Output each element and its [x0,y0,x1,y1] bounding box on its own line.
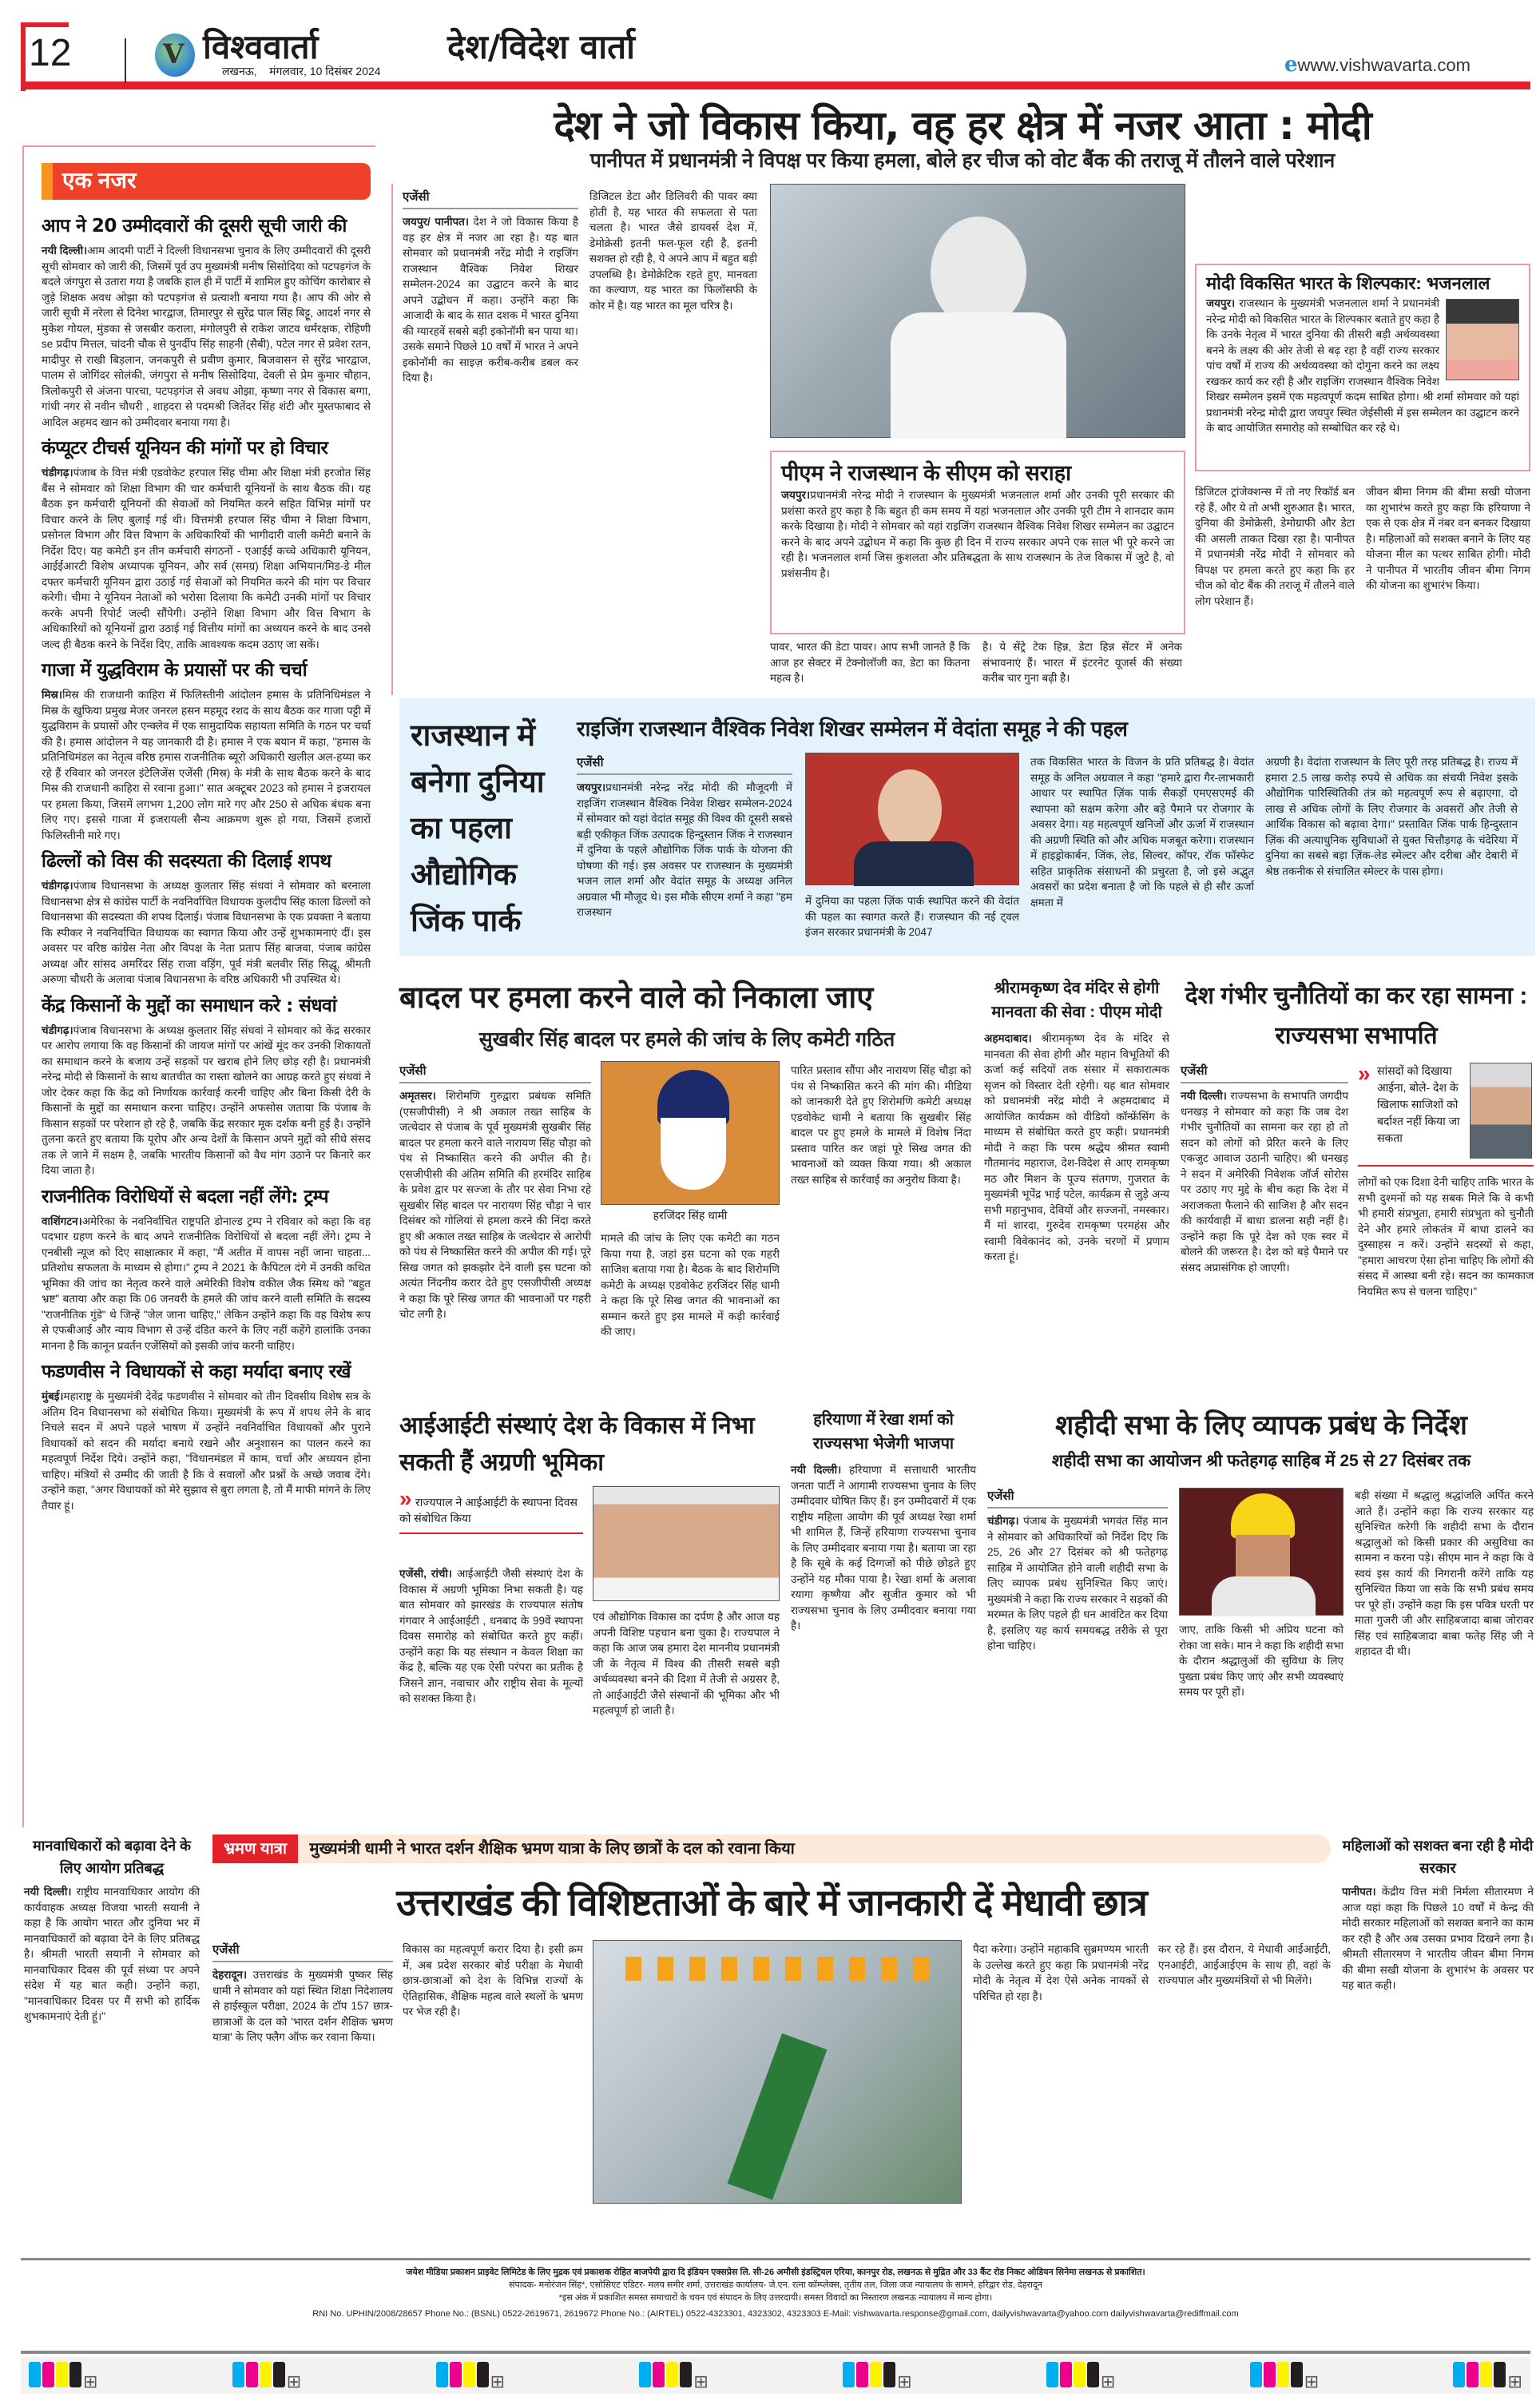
ek-nazar-body: चंडीगढ़।पंजाब के वित्त मंत्री एडवोकेट हरपाल सिंह चीमा और शिक्षा मंत्री हरजोत सिंह बैंस ने सोमवार को शिक्षा विभाग की चार कर्मचारी यूनियनों के साथ बैठक की। यह बैठक इन कर्मचारी यूनियनों की सेवाओं को नियमित करने सहित विभिन्न मांगों पर विचार करने के लिए बुलाई गई थी। वित्तमंत्री हरपाल सिंह चीमा ने शिक्षा विभाग, प्रसोनल विभाग और वित्त विभाग के अधिकारियों की भागीदारी वाली कमेटी बनाने के निर्देश दिए। यह कमेटी इन तीन कर्मचारी संगठनों - एआईई कच्चे अधिकारी यूनियन, आईईआरटी विशेष अध्यापक यूनियन, और सर्व (समग्र) शिक्षा अभियान/मिड-डे मील दफ्तर कर्मचारी यूनियन द्वारा उठाई गई सेवाओं को नियमित करने की मांग पर विचार करेगी। चीमा ने यूनियन नेताओं को भरोसा दिलाया कि कमेटी उनकी मांगों पर विचार करके अपनी रिपोर्ट जल्दी सौंपेगी। उन्होंने शिक्षा विभाग और वित्त विभाग के अधिकारियों को यूनियनों द्वारा उठाई गई वित्तीय मांगों का अध्ययन करने के बाद उनसे जल्द ही बैठक करने के निर्देश दिए, ताकि आवश्यक कदम उठाए जा सकें। [42,467,371,650]
dhankhar-photo [1470,1063,1532,1159]
color-registration-mark [1250,2362,1319,2389]
iit-col-2: एवं औद्योगिक विकास का दर्पण है और आज यह अपनी विशिष्ट पहचान बना चुका है। राज्यपाल ने कहा कि आज जब हमारा देश माननीय प्रधानमंत्री जी के नेतृत्व में विश्व की तीसरी सबसे बड़ी अर्थव्यवस्था बनने की दिशा में तेजी से अग्रसर है, तो आईआईटी जैसे संस्थानों की भूमिका और भी महत्वपूर्ण हो जाती है। [593,1611,780,1716]
ek-nazar-headline: राजनीतिक विरोधियों से बदला नहीं लेंगे: ट्रम्प [42,1186,329,1207]
lead-col-4-end: है। ये सेंट्रे टेक हिन्न, डेटा हिन्न सेंटर में अनेक संभावनाएं हैं। भारत में इंटरनेट यूजर्स की संख्या करीब चार गुना बढ़ी है। [982,641,1182,684]
zinc-headline: राइजिंग राजस्थान वैश्विक निवेश शिखर सम्मेलन में वेदांता समूह ने की पहल [577,717,1128,741]
zinc-col-4: अग्रणी है। वेदांता राजस्थान के लिए पूरी तरह प्रतिबद्ध है। राज्य में हमारा 2.5 लाख करोड़ रुपये से अधिक का संचयी निवेश इसके औद्योगिक पारिस्थितिकी तंत्र को महत्वपूर्ण रूप से बढ़ाएगा, दो लाख से अधिक लोगों के लिए रोजगार के अवसरों और तेजी से आर्थिक विकास को बढ़ावा देगा।" प्रस्तावित जिंक पार्क हिन्दुस्तान ज़िंक की अत्याधुनिक सुविधाओं से युक्त चित्तौड़गढ़ के चंदेरिया में दुनिया का सबसे बड़ा ज़िंक-लेड स्मेल्टर और दरीबा और देबारी में श्रेष्ठ तकनीक से संचालित स्मेल्टर के पास होगा। [1265,756,1518,877]
color-registration-mark [843,2362,911,2389]
crosshair-icon: ⊞ [83,2371,98,2391]
date: मंगलवार, 10 दिसंबर 2024 [269,65,381,78]
badal-col-2: मामले की जांच के लिए एक कमेटी का गठन किया गया है, जहां इस घटना को एक गहरी साजिश बताया गया है। बैठक के बाद शिरोमणि कमेटी के अध्यक्ष एडवोकेट हरजिंदर सिंह धामी ने कहा कि पूरे सिख जगत की भावनाओं का सम्मान करते हुए इस मामले में कड़ी कार्रवाई की जाए। [601,1232,780,1338]
pm-praises-box: पीएम ने राजस्थान के सीएम को सराहा जयपुर।प्रधानमंत्री नरेन्द्र मोदी ने राजस्थान के मुख्यमंत्री भजनलाल शर्मा और उनकी पूरी सरकार की प्रशंसा करते हुए कहा है कि बहुत ही कम समय में यहां भजनलाल और उनकी पूरी टीम ने शानदार काम करके दिखाया है। मोदी ने सोमवार को यहां राइजिंग राजस्थान वैश्विक निवेश शिखर सम्मेलन का उद्घाटन करने के बाद अपने उद्बोधन में कहा कि कुछ ही दिन में राज्य सरकार अपने एक साल भी पूरे करने जा रही है। भजनलाल शर्मा जिस कुशलता और प्रतिबद्धता के साथ राजस्थान के तेज विकास में जुटे है, वो प्रशंसनीय है। [770,451,1185,634]
iit-col-1: एजेंसी, रांची। आईआईटी जैसी संस्थाएं देश के विकास में अग्रणी भूमिका निभा सकती है। यह बात सोमवार को झारखंड के राज्यपाल संतोष गंगवार ने आईआईटी , धनबाद के 99वें स्थापना दिवस समारोह को संबोधित करते हुए कहीं। उन्होंने कहा कि यह संस्थान न केवल शिक्षा का केंद्र है, बल्कि यह एक ऐसी परंपरा का प्रतीक है जिसने ज्ञान, नवाचार और राष्ट्रीय सेवा के मूल्यों को सशक्त किया है। [399,1568,583,1704]
bhajanlal-box: मोदी विकसित भारत के शिल्पकार: भजनलाल जयपुर। राजस्थान के मुख्यमंत्री भजनलाल शर्मा ने प्रधानमंत्री नरेन्द्र मोदी को विकसित भारत के शिल्पकार बताते हुए कहा है कि उनके नेतृत्व में भारत दुनिया की तीसरी बड़ी अर्थव्यवस्था बनने के लक्ष्य की ओर तेजी से बढ़ रहा है वहीं राज्य सरकार पांच वर्षों में राज्य की अर्थव्यवस्था को दोगुना करने का लक्ष्य रखकर कार्य कर रही है और राइजिंग राजस्थान वैश्विक निवेश शिखर सम्मेलन इसमें एक महत्वपूर्ण कदम साबित होगा। श्री शर्मा सोमवार को यहां प्रधानमंत्री नरेन्द्र मोदी द्वारा जयपुर स्थित जेईसीसी में इस सम्मेलन का उद्घाटन करने के बाद आयोजित समारोह को सम्बोधित कर रहे थे। [1195,264,1530,471]
dhami-photo-caption: हरजिंदर सिंह धामी [653,1209,728,1222]
ek-nazar-label: एक नजर [62,168,137,193]
bhraman-col-3: पैदा करेगा। उन्होंने महाकवि सुब्रमण्यम भारती के उल्लेख करते हुए कहा कि प्रधानमंत्री नरेंद्र मोदी के नेतृत्व में देश ऐसे अनेक नायकों से परिचित हो रहा है। [973,1943,1149,2002]
ek-nazar-headline: आप ने 20 उम्मीदवारों की दूसरी सूची जारी की [42,216,347,237]
bhraman-headline: उत्तराखंड की विशिष्टताओं के बारे में जानकारी दें मेधावी छात्र [396,1882,1147,1923]
ramakrishna-body: अहमदाबाद। श्रीरामकृष्ण देव के मंदिर से मानवता की सेवा होगी और महान विभूतियों की ऊर्जा कई सदियों तक संसार में सकारात्मक सृजन को विस्तार देती रहेगी। यह बात सोमवार को प्रधानमंत्री नरेंद्र मोदी ने अहमदाबाद में आयोजित कार्यक्रम को वीडियो कॉन्फ्रेंसिंग के माध्यम से संबोधित करते हुए कही। प्रधानमंत्री मोदी ने कहा कि परम श्रद्धेय श्रीमत स्वामी गौतमानंद महाराज, देश-विदेश से आए रामकृष्ण मठ और मिशन के पूज्य संतगण, गुजरात के मुख्यमंत्री भूपेंद्र भाई पटेल, कार्यक्रम से जुड़े अन्य सभी महानुभाव, देवियों और सज्जनों, नमस्कार। मैं मां शारदा, गुरुदेव रामकृष्ण परमहंस और स्वामी विवेकानंद को, उनके चरणों में प्रणाम करता हूं। [984,1032,1169,1262]
ek-nazar-body: मिस्र।मिस्र की राजधानी काहिरा में फिलिस्तीनी आंदोलन हमास के प्रतिनिधिमंडल ने मिस्र के खुफिया प्रमुख मेजर जनरल हसन महमूद रशद के साथ बैठक कर गाजा पट्टी में युद्धविराम के प्रयासों और एन्क्लेव में एक सामुदायिक सहायता समिति के गठन पर चर्चा की है। हमास आंदोलन ने यह जानकारी दी है। हमास ने एक बयान में कहा, "हमास के प्रतिनिधिमंडल का नेतृत्व वरिष्ठ हमास राजनीतिक ब्यूरो अधिकारी खलील अल-हय्या कर रहे हैं रविवार को जनरल इंटेलिजेंस एजेंसी (मिस्र) के मंत्री के साथ बैठक करने के बाद मिस्र की राजधानी काहिरा से रवाना हुआ।" सात अक्टूबर 2023 को हमास ने इजरायल पर हमला किया, जिसमें लगभग 1,200 लोग मारे गए और 250 से अधिक बंधक बना लिए गए। इससे गाजा में इजरायली सैन्य आक्रमण शुरू हो गया, जिसमें हजारों फिलिस्तीनी मारे गए। [42,689,371,841]
women-story: महिलाओं को सशक्त बना रही है मोदी सरकार पानीपत। केंद्रीय वित्त मंत्री निर्मला सीतारमण ने आज यहां कहा कि पिछले 10 वर्षों में केन्द्र की मोदी सरकार महिलाओं को सशक्त बनाने का काम कर रही है और अब उसका प्रभाव दिखने लगा है। श्रीमती सीतारमण ने भारतीय जीवन बीमा निगम की बीमा सखी योजना के शुभारंभ के अवसर पर यह बात कही। [1342,1835,1534,1994]
dateline: जयपुर/ पानीपत। [403,216,469,228]
ek-nazar-body: नयी दिल्ली।आम आदमी पार्टी ने दिल्ली विधानसभा चुनाव के लिए उम्मीदवारों की दूसरी सूची सोमवार को जारी की, जिसमें पूर्व उप मुख्यमंत्री मनीष सिसोदिया को पटपड़गंज के बदले जंगपुरा से उतारा गया है जबकि हाल ही में पार्टी में शामिल हुए कोचिंग कारोबार से जुड़े शिक्षक अवध ओझा को पटपड़गंज से प्रत्याशी बनाया गया है। आप की ओर से जारी सूची में नरेला से दिनेश भारद्वाज, तिमारपुर से सुरेंद्र पाल सिंह बिट्टू, आदर्श नगर से मुकेश गोयल, मुंडका से जसबीर कराला, मंगोलपुरी से राकेश जाटव धर्मरक्षक, रोहिणी se प्रदीप मित्तल, चांदनी चौक से पुनर्दीप सिंह साहनी (सैबी), पटेल नगर से प्रवेश रतन, मादीपुर से राखी बिड़लान, जनकपुरी से प्रवीण कुमार, बिजवासन से सुरेंद्र भारद्वाज, पालम से जोगिंदर सोलंकी, जंगपुरा से मनीष सिसोदिया, देवली से प्रेम कुमार चौहान, त्रिलोकपुरी से अंजना पारचा, पटपड़गंज से अवध ओझा, कृष्णा नगर से विकास बग्गा, गांधी नगर से नवीन चौधरी , शाहदरा से पदमश्री जितेंदर सिंह शंटी और मुस्तफाबाद से आदिल अहमद खान को उम्मीदवार बनाया गया है। [42,244,371,428]
ek-nazar-body: चंडीगढ़।पंजाब विधानसभा के अध्यक्ष कुलतार सिंह संधवां ने सोमवार को केंद्र सरकार पर आरोप लगाया कि वह किसानों की जायज मांगों पर आंखें मूंद कर उनकी शिकायतों का समाधान करने के बजाय उन्हें सड़कों पर खराब होने लिए छोड़ रही है। प्रधानमंत्री नरेन्द्र मोदी से किसानों के साथ बातचीत का रास्ता खोलने का आग्रह करते हुए संधवां ने जोर देकर कहा कि केंद्र को निर्णायक कार्रवाई करनी चाहिए और बिना किसी देरी के किसानों के मुद्दों का समाधान करना चाहिए। उन्होंने अफसोस जताया कि पंजाब के किसान सड़कों पर परेशान हो रहे है, जबकि केंद्र सरकार मूक दर्शक बनी हुई है। उन्होंने तुलना करते हुए बताया कि यूरोप और अन्य देशों के किसान अपने मुद्दों को सीधे संसद तक ले जाने में सक्षम है, जबकि भारतीय किसानों को वैध मांग उठाने पर किनारे कर दिया जाता है। [42,1024,371,1176]
lead-col-3-end: पावर, भारत की डेटा पावर। आप सभी जानते हैं कि आज हर सेक्टर में टेक्नोलॉजी का, डेटा का कितना महत्व है। [770,641,970,684]
ek-nazar-panel [22,145,375,1827]
ramakrishna-headline: श्रीरामकृष्ण देव मंदिर से होगी मानवता की सेवा : पीएम मोदी [991,980,1162,1021]
dhami-flag-off-photo [593,1940,962,2204]
iit-headline: आईआईटी संस्थाएं देश के विकास में निभा सकती हैं अग्रणी भूमिका [399,1413,755,1476]
modi-photo [770,184,1185,438]
ek-nazar-headline: ढिल्लों को विस की सदस्यता की दिलाई शपथ [42,851,331,872]
ek-nazar-headline: गाजा में युद्धविराम के प्रयासों पर की चर्चा [42,660,308,681]
crosshair-icon: ⊞ [286,2371,302,2391]
color-registration-mark [232,2362,301,2389]
bhajanlal-headline: मोदी विकसित भारत के शिल्पकार: भजनलाल [1206,273,1490,293]
badal-subheadline: सुखबीर सिंह बादल पर हमले की जांच के लिए कमेटी गठित [478,1028,895,1051]
double-chevron-icon: » [1358,1061,1371,1086]
pm-praises-headline: पीएम ने राजस्थान के सीएम को सराहा [781,461,1072,485]
double-chevron-icon: » [399,1486,412,1511]
lead-col-1: देश ने जो विकास किया है वह हर क्षेत्र में नजर आ रहा है। यह बात सोमवार को प्रधानमंत्री नरेंद्र मोदी ने राइजिंग राजस्थान वैश्विक निवेश शिखर सम्मेलन-2024 का उद्घाटन करने के बाद अपने उद्बोधन में कहा। उन्होंने कहा कि आजादी के बाद के सात दशक में भारत दुनिया की ग्यारहवें सबसे बड़ी इकोनॉमी बन पाया था। उसके समाने पिछले 10 वर्षों में भारत ने अपने इकोनॉमी का साइज़ करीब-करीब डबल कर दिया है। [403,216,579,384]
page-number: 12 [29,32,72,74]
lead-right-col-2: जीवन बीमा निगम की बीमा सखी योजना का शुभारंभ करते हुए कहा कि हरियाणा ने एक से एक क्षेत्र में नंबर वन बनकर दिखाया है। महिलाओं को सशक्त बनाने के लिए यह योजना मील का पत्थर साबित होगी। मोदी ने पानीपत में भारतीय जीवन बीमा निगम की योजना का शुभारंभ किया। [1366,486,1530,591]
crosshair-icon: ⊞ [1100,2371,1116,2391]
dhami-photo [601,1061,780,1205]
ek-nazar-body: चंडीगढ़।पंजाब विधानसभा के अध्यक्ष कुलतार सिंह संधवां ने सोमवार को बरनाला विधानसभा क्षेत्र से कांग्रेस पार्टी के नवनिर्वाचित विधायक कुलदीप सिंह काला ढिल्लों को विधानसभा की सदस्यता की शपथ दिलाई। पंजाब विधानसभा के एक प्रवक्ता ने बताया कि स्पीकर ने नवनिर्वाचित विधायक का स्वागत किया और उन्हें शुभकामनाएं दीं। इस अवसर पर वरिष्ठ कांग्रेस नेता और विपक्ष के नेता प्रताप सिंह बाजवा, पंजाब कांग्रेस अध्यक्ष और सांसद अमरिंदर सिंह राजा वड़िंग, पूर्व मंत्री बलवीर सिंह सिद्धू, श्रीमती अरुणा चौधरी के अलावा पंजाब विधानसभा के वरिष्ठ अधिकारी भी उपस्थित थे। [42,880,371,985]
color-registration-mark [436,2362,505,2389]
ek-nazar-label-bar [42,163,371,200]
rajyasabha-headline: देश गंभीर चुनौतियों का कर रहा सामना : राज्यसभा सभापति [1185,983,1528,1049]
zinc-col-3: तक विकसित भारत के विजन के प्रति प्रतिबद्ध है। वेदांत समूह के अनिल अग्रवाल ने कहा "हमारे द्वारा गैर-लाभकारी आधार पर स्थापित ज़िंक पार्क सैकड़ों एमएसएमई की स्थापना को सक्षम करेगा और बड़े पैमाने पर रोजगार के अवसर देगा। यह महत्वपूर्ण खनिजों और ऊर्जा में राजस्थान की अग्रणी स्थिति को और अधिक मजबूत करेगा। राजस्थान में हाइड्रोकार्बन, जिंक, लेड, सिल्वर, कॉपर, रॉक फॉस्फेट सहित प्राकृतिक संसाधनों की प्रचुरता है, जो इसे अद्भुत अवसरों का प्रदेश बनाता है जो कि पहले से ही सौर ऊर्जा क्षमता में [1030,756,1254,908]
color-registration-mark [29,2362,97,2389]
ek-nazar-body: मुंबई।महाराष्ट्र के मुख्यमंत्री देवेंद्र फडणवीस ने सोमवार को तीन दिवसीय विशेष सत्र के अंतिम दिन विधानसभा को संबोधित किया। मुख्यमंत्री के रूप में शपथ लेने के बाद निचले सदन में अपने पहले भाषण में उन्होंने नवनिर्वाचित विधायकों और पुराने विधायकों को सदन की मर्यादा बनाये रखने और अनुशासन का पालन करने का महत्वपूर्ण निर्देश दिये। उन्होंने कहा, "विधानमंडल में काम, चर्चा और अध्ययन होना चाहिए। मंत्रियों से उम्मीद की जाती है कि वे सवालों और प्रश्नों के अच्छे जवाब देंगे। उन्होंने कहा, "अगर विधायकों को मेरे सुझाव से बुरा लगता है, तो मैं माफी मांगने के लिए तैयार हूं। [42,1390,371,1512]
lead-col-2: डिजिटल डेटा और डिलिवरी की पावर क्या होती है, यह भारत की सफलता से पता चलता है। भारत जैसे डायवर्स देश में, डेमोक्रेसी इतनी फल-फूल रही है, इतनी सशक्त हो रही है, ये अपने आप में बहुत बड़ी उपलब्धि है। डेमोक्रेटिक रहते हुए, मानवता का कल्याण, यह भारत का फिलॉसफी के कोर में है। यह भारत का मूल चरित्र है। [589,190,757,312]
website[interactable]: ewww.vishwavarta.com [1284,53,1471,77]
masthead-divider [125,38,126,83]
bhajanlal-photo [1446,299,1519,380]
crosshair-icon: ⊞ [693,2371,708,2391]
iit-pull-quote: » राज्यपाल ने आईआईटी के स्थापना दिवस को संबोधित किया [399,1488,583,1534]
registration-marks [21,2357,1530,2394]
crosshair-icon: ⊞ [1507,2371,1522,2391]
crosshair-icon: ⊞ [490,2371,505,2391]
crosshair-icon: ⊞ [1304,2371,1320,2391]
ek-nazar-body: वाशिंगटन।अमेरिका के नवनिर्वाचित राष्ट्रपति डोनाल्ड ट्रम्प ने रविवार को कहा कि वह पदभार ग्रहण करने के बाद अपने राजनीतिक विरोधियों से बदला नहीं लेंगे। ट्रम्प ने एनबीसी न्यूज को दिए साक्षात्कार में कहा, "मैं अतीत में वापस नहीं जाना चाहता... प्रतिशोध सफलता के माध्यम से होगा।" ट्रम्प ने 2021 के कैपिटल दंगे में उनकी कथित भूमिका की जांच का नेतृत्व करने वाले अमेरिकी विशेष वकील जैक स्मिथ को "बहुत भ्रष्ट" बताया और कहा कि 06 जनवरी के हमले की जांच करने वाली समिति के सदस्य "राजनीतिक गुंडे" थे जिन्हें "जेल जाना चाहिए," लेकिन उन्होंने कहा कि वह विशेष रूप से एफबीआई और न्याय विभाग से उन्हें दंडित करने के लिए नहीं कहेंगे हालांकि उनका मानना है कि कानून प्रवर्तन एजेंसियों को इसकी जांच करनी चाहिए। [42,1214,371,1352]
human-rights-headline: मानवाधिकारों को बढ़ावा देने के लिए आयोग प्रतिबद्ध [33,1838,191,1876]
color-registration-mark [1046,2362,1115,2389]
ek-nazar-headline: फडणवीस ने विधायकों से कहा मर्यादा बनाए रखें [42,1361,351,1382]
bhraman-kicker: मुख्यमंत्री धामी ने भारत दर्शन शैक्षिक भ्रमण यात्रा के लिए छात्रों के दल को रवाना किया [309,1840,795,1858]
rekha-headline: हरियाणा में रेखा शर्मा को राज्यसभा भेजेगी भाजपा [812,1411,955,1453]
lead-subheadline: पानीपत में प्रधानमंत्री ने विपक्ष पर किया हमला, बोले हर चीज को वोट बैंक की तराजू में तौलने वाले परेशान [589,149,1336,172]
shaheedi-col-3: बड़ी संख्या में श्रद्धालु श्रद्धांजलि अर्पित करने आते हैं। उन्होंने कहा कि राज्य सरकार यह सुनिश्चित करेगी कि शहीदी सभा के दौरान श्रद्धालुओं को किसी प्रकार की असुविधा का सामना न करना पड़े। सीएम मान ने कहा कि वे स्वयं इस कार्य की निगरानी करेंगे ताकि यह सुनिश्चित किया जा सके कि सभी प्रबंध समय पर पूरे हों। उन्होंने कहा कि इस पवित्र धरती पर माता गुजरी जी और साहिबजादा बाबा जोरावर सिंह एवं साहिबजादा बाबा फतेह सिंह जी ने शहादत दी थी। [1355,1489,1534,1657]
color-registration-mark [639,2362,708,2389]
zinc-col-2: में दुनिया का पहला ज़िंक पार्क स्थापित करने की वेदांत की पहल का स्वागत करते हैं। राजस्थान की नई ट्वल इंजन सरकार प्रधानमंत्री के 2047 [805,895,1019,938]
rekha-body: नयी दिल्ली। हरियाणा में सत्ताधारी भारतीय जनता पार्टी ने आगामी राज्यसभा चुनाव के लिए उम्मीदवार घोषित किए हैं। इन उम्मीदवारों में एक राष्ट्रीय महिला आयोग की पूर्व अध्यक्ष रेखा शर्मा भी शामिल हैं, जिन्हें हरियाणा राज्यसभा चुनाव के लिए उम्मीदवार बनाया गया है। बताया जा रहा है कि सूबे के कई दिग्गजों को पीछे छोड़ते हुए उन्होंने यह मौका पाया है। रेखा शर्मा के अलावा रयागा कृष्णैया और सुजीत कुमार को भी राज्यसभा चुनाव के लिए उम्मीदवार बनाया गया है। [791,1464,976,1632]
footer-contact: RNI No. UPHIN/2008/28657 Phone No.: (BSNL) 0522-2619671, 2619672 Phone No.: (AIRTEL) 0522-4323301, 4323302, 4323303 E-Mail: vishwavarta.response@gmail.com, dailyvishwavarta@yahoo.com dailyvishwavarta@rediffmail.com [312,2309,1239,2319]
footer-rule [21,2258,1530,2260]
section-title: देश/विदेश वार्ता [447,27,635,66]
lead-headline: देश ने जो विकास किया, वह हर क्षेत्र में नजर आता : मोदी [554,102,1371,149]
crosshair-icon: ⊞ [897,2371,912,2391]
gangwar-photo [593,1486,780,1601]
masthead [21,22,1530,91]
zinc-park-section: राजस्थान में बनेगा दुनिया का पहला औद्योगिक जिंक पार्क राइजिंग राजस्थान वैश्विक निवेश शिखर सम्मेलन में वेदांता समूह ने की पहल एजेंसी जयपुर।प्रधानमंत्री नरेन्द्र नरेंद्र मोदी की मौजूदगी में राइजिंग राजस्थान वैश्विक निवेश शिखर सम्मेलन-2024 में सोमवार को यहां वेदांत समूह की विश्व की दूसरी सबसे बड़ी एकीकृत जिंक उत्पादक हिन्दुस्तान जिंक ने राजस्थान में दुनिया के पहले औद्योगिक जिंक पार्क के योजना की घोषणा की गई। इस अवसर पर राजस्थान के मुख्यमंत्री भजन लाल शर्मा और वेदांत समूह के अध्यक्ष अनिल अग्रवाल भी मौजूद थे। इस मौके सीएम शर्मा ने कहा "हम राजस्थान में दुनिया का पहला ज़िंक पार्क स्थापित करने की वेदांत की पहल का स्वागत करते हैं। राजस्थान की नई ट्वल इंजन सरकार प्रधानमंत्री के 2047 तक विकसित भारत के विजन के प्रति प्रतिबद्ध है। वेदांत समूह के अनिल अग्रवाल ने कहा "हमारे द्वारा गैर-लाभकारी आधार पर स्थापित ज़िंक पार्क सैकड़ों एमएसएमई की स्थापना को सक्षम करेगा और बड़े पैमाने पर रोजगार के अवसर देगा। यह महत्वपूर्ण खनिजों और ऊर्जा में राजस्थान की अग्रणी स्थिति को और अधिक मजबूत करेगा। राजस्थान में हाइड्रोकार्बन, जिंक, लेड, सिल्वर, कॉपर, रॉक फॉस्फेट सहित प्राकृतिक संसाधनों की प्रचुरता है, जो इसे अद्भुत अवसरों का प्रदेश बनाता है जो कि पहले से ही सौर ऊर्जा क्षमता में अग्रणी है। वेदांता राजस्थान के लिए पूरी तरह प्रतिबद्ध है। राज्य में हमारा 2.5 लाख करोड़ रुपये से अधिक का संचयी निवेश इसके औद्योगिक पारिस्थितिकी तंत्र को महत्वपूर्ण रूप से बढ़ाएगा, दो लाख से अधिक लोगों के लिए रोजगार के अवसरों और तेजी से आर्थिक विकास को बढ़ावा देगा।" प्रस्तावित जिंक पार्क हिन्दुस्तान ज़िंक की अत्याधुनिक सुविधाओं से युक्त चित्तौड़गढ़ के चंदेरिया में दुनिया का सबसे बड़ा ज़िंक-लेड स्मेल्टर और दरीबा और देबारी में श्रेष्ठ तकनीक से संचालित स्मेल्टर के पास होगा। [399,698,1535,956]
bhagwant-mann-photo [1179,1488,1344,1616]
lead-story-body [391,184,1534,695]
masthead-red-frame-top [21,22,69,27]
human-rights-story: मानवाधिकारों को बढ़ावा देने के लिए आयोग प्रतिबद्ध नयी दिल्ली। राष्ट्रीय मानवाधिकार आयोग की कार्यवाहक अध्यक्ष विजया भारती सयानी ने कहा है कि आयोग भारत और दुनिया भर में मानवाधिकारों को बढ़ावा देने के लिए प्रतिबद्ध है। श्रीमती भारती सयानी ने सोमवार को मानवाधिकार दिवस की पूर्व संध्या पर अपने संदेश में यह बात कही। उन्होंने कहा, "मानवाधिकार दिवस पर मैं सभी को हार्दिक शुभकामनाएं देती हूं।" [24,1835,200,2025]
masthead-red-rule [21,81,1530,89]
footer-bottom-rule [21,2351,1530,2354]
masthead-dateline [222,64,381,79]
badal-col-3: पारित प्रस्ताव सौंपा और नारायण सिंह चौड़ा को पंथ से निष्कासित करने की मांग की। मीडिया को जानकारी देते हुए शिरोमणि कमेटी अध्यक्ष एडवोकेट धामी ने बताया कि सुखबीर सिंह बादल पर हुए हमले के मामले में विशेष निंदा प्रस्ताव पारित कर जहां पूरे सिख जगत की भावनाओं को व्यक्त किया गया। श्री अकाल तख्त साहिब से कार्रवाई का अनुरोध किया है। [791,1064,971,1186]
shaheedi-subheadline: शहीदी सभा का आयोजन श्री फतेहगढ़ साहिब में 25 से 27 दिसंबर तक [1051,1452,1471,1470]
ek-nazar-stories [42,208,371,1513]
bhraman-col-4: कर रहे हैं। इस दौरान, ये मेधावी आईआईटी, एनआईटी, आईआईएम के साथ ही, वहां के राज्यपाल और मुख्यमंत्रियों से भी मिलेंगे। [1158,1943,1331,1986]
badal-headline: बादल पर हमला करने वाले को निकाला जाए [399,981,874,1015]
ek-nazar-headline: कंप्यूटर टीचर्स यूनियन की मांगों पर हो विचार [42,438,328,459]
brand-name: विश्ववार्ता [203,27,319,66]
bhraman-col-2: विकास का महत्वपूर्ण करार दिया है। इसी क्रम में, अब प्रदेश सरकार बोर्ड परीक्षा के मेधावी छात्र-छात्राओं को देश के विभिन्न राज्यों के ऐतिहासिक, शैक्षिक महत्व वाले स्थलों के भ्रमण पर भेज रही है। [403,1943,583,2017]
women-headline: महिलाओं को सशक्त बना रही है मोदी सरकार [1342,1838,1534,1876]
bhraman-kicker-bar [212,1835,1331,1863]
lead-right-col-1: डिजिटल ट्रांजेक्शन्स में तो नए रिकॉर्ड बन रहे हैं, और ये तो अभी शुरुआत है। भारत, दुनिया की डेमोक्रेसी, डेमोग्राफी और डेटा की असली ताकत दिखा रहा है। पानीपत में प्रधानमंत्री नरेंद्र मोदी ने सोमवार को विपक्ष पर हमला करते हुए कहा कि हर चीज को वोट बैंक की तराजू में तौलने वाले लोग परेशान हैं। [1195,486,1355,607]
color-registration-mark [1453,2362,1522,2389]
agency-credit: एजेंसी [403,189,578,209]
zinc-side-headline: राजस्थान में बनेगा दुनिया का पहला औद्योगिक जिंक पार्क [411,719,545,938]
bhraman-label: भ्रमण यात्रा [212,1835,298,1863]
rajyasabha-pull-quote: » सांसदों को दिखाया आईना, बोले- देश के खिलाफ साजिशों को बर्दाश्त नहीं किया जा सकता [1358,1063,1534,1167]
browser-e-icon: e [1284,53,1298,77]
footer-imprint: जयेश मीडिया प्रकाशन प्राइवेट लिमिटेड के लिए मुद्रक एवं प्रकाशक रोहित बाजपेयी द्वारा दि इंडियन एक्सप्रेस लि. सी-26 अमौसी इंडस्ट्रियल एरिया, कानपुर रोड, लखनऊ से मुद्रित और 33 कैंट रोड निकट ओडियन सिनेमा लखनऊ से प्रकाशित। संपादक- मनोरंजन सिंह*, एसोसिएट एडिटर- मलय समीर शर्मा, उत्तराखंड कार्यालय- जे.एन. रत्ना कॉम्प्लेक्स, तृतीय तल, जिला जज न्यायालय के सामने, हरिद्वार रोड, देहरादून *इस अंक में प्रकाशित समस्त समाचारों के चयन एवं संपादन के लिए उत्तरदायी। समस्त विवादों का निस्तारण लखनऊ न्यायालय में मान्य होगा। RNI No. UPHIN/2008/28657 Phone No.: (BSNL) 0522-2619671, 2619672 Phone No.: (AIRTEL) 0522-4323301, 4323302, 4323303 E-Mail: vishwavarta.response@gmail.com, dailyvishwavarta@yahoo.com dailyvishwavarta@rediffmail.com [21,2266,1530,2320]
shaheedi-headline: शहीदी सभा के लिए व्यापक प्रबंध के निर्देश [1055,1410,1467,1441]
city: लखनऊ, [222,65,257,78]
anil-agarwal-photo [805,753,1019,885]
shaheedi-col-2: जाए, ताकि किसी भी अप्रिय घटना को रोका जा सके। मान ने कहा कि शहीदी सभा के दौरान श्रद्धालुओं की सुविधा के लिए पुख्ता प्रबंध किए जाएं और सभी व्यवस्थाएं समय पर पूरी हों। [1179,1624,1344,1698]
brand-logo-globe-icon: V [155,34,195,77]
rajyasabha-col-2: लोगों को एक दिशा देनी चाहिए ताकि भारत के सभी दुश्मनों को यह सबक मिले कि वे कभी भी हमारी संप्रभुता, हमारी संप्रभुता को चुनौती देने और हमारे लोकतंत्र में बाधा डालने का दुस्साहस न करें। उन्होंने सदस्यों से कहा, "हमारा आचरण ऐसा होना चाहिए कि लोगों की संसद में आस्था बनी रहे। सदन का कामकाज नियमित रूप से चलना चाहिए।" [1358,1176,1534,1298]
ek-nazar-headline: केंद्र किसानों के मुद्दों का समाधान करे : संधवां [42,995,337,1016]
